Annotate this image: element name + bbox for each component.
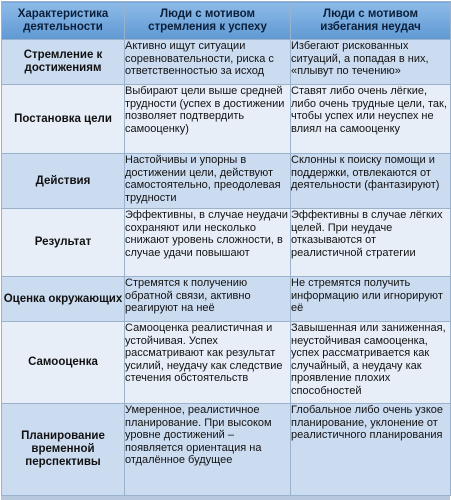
table-row (2, 277, 451, 322)
header-failure-avoidance: Люди с мотивом избегания неудач (291, 2, 451, 40)
success-cell: Активно ищут ситуации соревновательности, риска с ответственностью за исход (125, 40, 291, 85)
table-header-row (2, 2, 451, 40)
row-label: Результат (2, 209, 125, 277)
success-cell: Умеренное, реалистичное планирование. При высоком уровне достижений – появляется ориентация на отдалённое будущее (125, 404, 291, 496)
table-row (2, 209, 451, 277)
success-cell: Стремятся к получению обратной связи, активно реагируют на неё (125, 277, 291, 322)
motivation-comparison-table (1, 1, 451, 496)
failure-cell: Глобальное либо очень узкое планирование, уклонение от реалистичного планирования (291, 404, 451, 496)
success-cell: Выбирают цели выше средней трудности (успех в достижении позволяет подтвердить самооценку) (125, 85, 291, 154)
row-label: Оценка окружающих (2, 277, 125, 322)
success-cell: Настойчивы и упорны в достижении цели, действуют самостоятельно, преодолевая трудности (125, 154, 291, 209)
header-success-motive: Люди с мотивом стремления к успеху (125, 2, 291, 40)
row-label: Действия (2, 154, 125, 209)
table-row (2, 404, 451, 496)
failure-cell: Не стремятся получить информацию или игнорируют её (291, 277, 451, 322)
failure-cell: Завышенная или заниженная, неустойчивая самооценка, успех рассматривается как случайный, а неудачу как проявление плохих способностей (291, 322, 451, 404)
table-row (2, 85, 451, 154)
row-label: Постановка цели (2, 85, 125, 154)
failure-cell: Эффективны в случае лёгких целей. При неудаче отказываются от реалистичной стратегии (291, 209, 451, 277)
failure-cell: Ставят либо очень лёгкие, либо очень трудные цели, так, чтобы успех или неуспех не влиял на самооценку (291, 85, 451, 154)
table-row (2, 322, 451, 404)
comparison-table-container (1, 1, 450, 497)
success-cell: Самооценка реалистичная и устойчивая. Успех рассматривают как результат усилий, неудачу как следствие стечения обстоятельств (125, 322, 291, 404)
success-cell: Эффективны, в случае неудачи сохраняют или несколько снижают уровень сложности, в случае удачи повышают (125, 209, 291, 277)
failure-cell: Избегают рискованных ситуаций, а попадая в них, «плывут по течению» (291, 40, 451, 85)
failure-cell: Склонны к поиску помощи и поддержки, отвлекаются от деятельности (фантазируют) (291, 154, 451, 209)
header-characteristic: Характеристика деятельности (2, 2, 125, 40)
bottom-divider (1, 496, 450, 500)
row-label: Планирование временной перспективы (2, 404, 125, 496)
table-row (2, 40, 451, 85)
row-label: Стремление к достижениям (2, 40, 125, 85)
row-label: Самооценка (2, 322, 125, 404)
table-row (2, 154, 451, 209)
